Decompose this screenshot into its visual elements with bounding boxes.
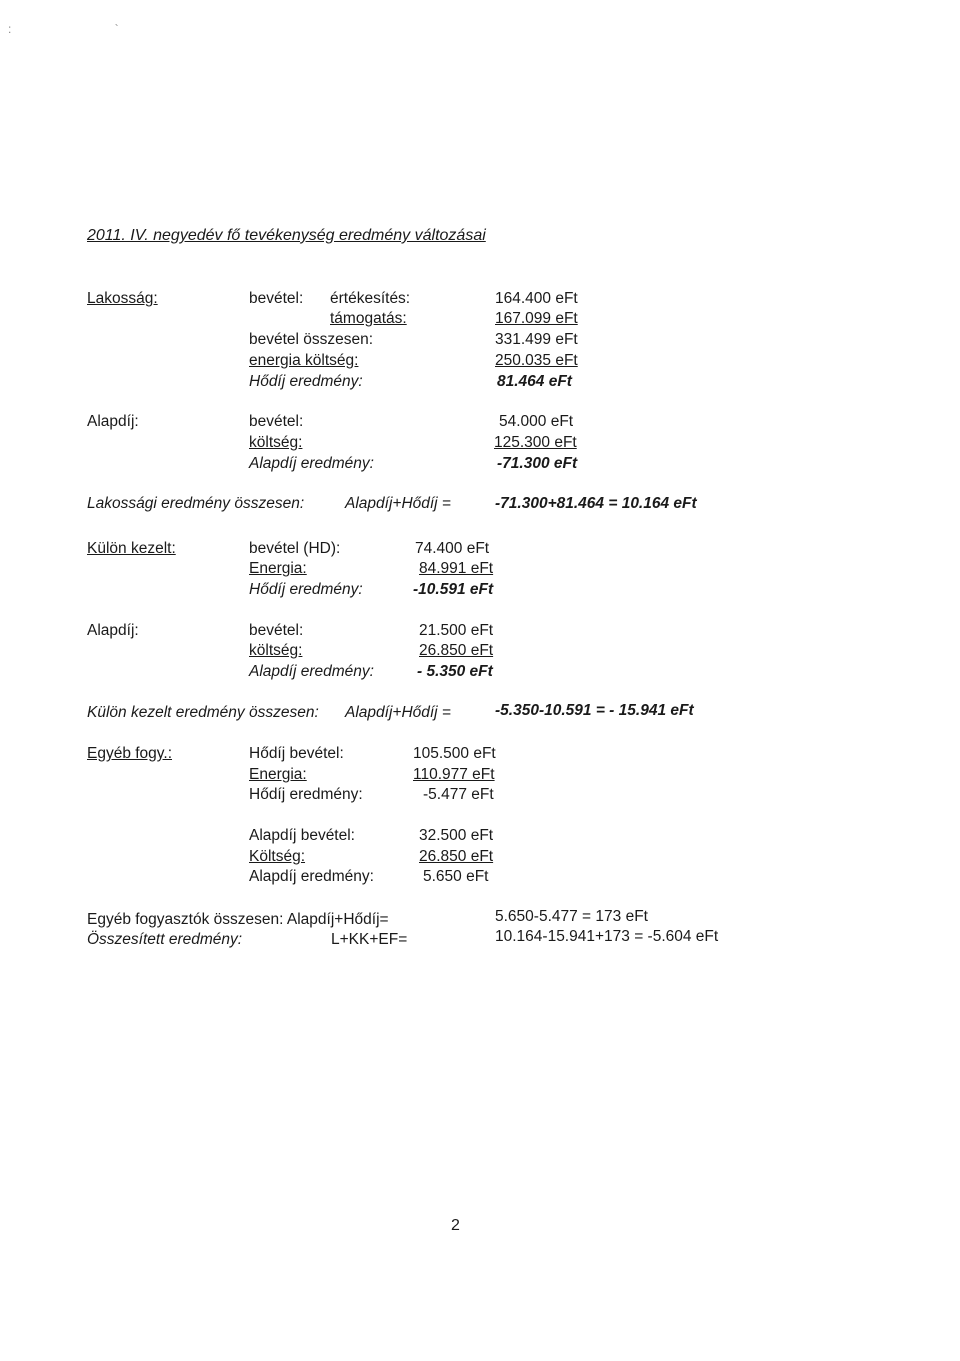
alapdij-koltseg-label: költség: <box>249 434 303 451</box>
kulon-hodij-label: Hődíj eredmény: <box>249 581 363 598</box>
kulon-energia-label: Energia: <box>249 560 307 577</box>
ertekesites-label: értékesítés: <box>330 290 411 307</box>
lakossagi-osszesen-formula: Alapdíj+Hődíj = <box>345 495 451 512</box>
page-number: 2 <box>451 1217 460 1234</box>
kulon-osszesen-formula: Alapdíj+Hődíj = <box>345 704 451 721</box>
kulon-alapdij-koltseg-label: költség: <box>249 642 303 659</box>
energia-koltseg-label: energia költség: <box>249 352 359 369</box>
section-label-alapdij: Alapdíj: <box>87 413 139 430</box>
egyeb-koltseg-label: Költség: <box>249 848 306 865</box>
tamogatas-label: támogatás: <box>330 310 407 327</box>
kulon-alapdij-eredmeny-value: - 5.350 eFt <box>417 663 493 680</box>
egyeb-hodij-eredmeny-value: -5.477 eFt <box>423 786 494 803</box>
lakossag-bevetel-label: bevétel: <box>249 290 304 307</box>
kulon-alapdij-koltseg-value: 26.850 eFt <box>419 642 494 659</box>
hodij-eredmeny-value: 81.464 eFt <box>497 373 572 390</box>
kulon-energia-value: 84.991 eFt <box>419 560 494 577</box>
kulon-alapdij-eredmeny-label: Alapdíj eredmény: <box>249 663 374 680</box>
section-label-kulon-kezelt: Külön kezelt: <box>87 540 176 557</box>
kulon-osszesen-value: -5.350-10.591 = - 15.941 eFt <box>495 702 694 719</box>
egyeb-hodij-bevetel-value: 105.500 eFt <box>413 745 496 762</box>
egyeb-osszesen-value: 5.650-5.477 = 173 eFt <box>495 908 648 925</box>
bevetel-osszesen-label: bevétel összesen: <box>249 331 374 348</box>
lakossagi-osszesen-label: Lakossági eredmény összesen: <box>87 495 305 512</box>
osszesitett-label: Összesített eredmény: <box>87 931 243 948</box>
kulon-osszesen-label: Külön kezelt eredmény összesen: <box>87 704 319 721</box>
page-title: 2011. IV. negyedév fő tevékenység eredmény változásai <box>87 227 486 244</box>
egyeb-energia-label: Energia: <box>249 766 307 783</box>
section-label-kulon-alapdij: Alapdíj: <box>87 622 139 639</box>
egyeb-koltseg-value: 26.850 eFt <box>419 848 494 865</box>
section-label-egyeb-fogy: Egyéb fogy.: <box>87 745 173 762</box>
kulon-alapdij-bevetel-value: 21.500 eFt <box>419 622 494 639</box>
alapdij-eredmeny-label: Alapdíj eredmény: <box>249 455 374 472</box>
section-label-lakossag: Lakosság: <box>87 290 158 307</box>
corner-marks: : ` <box>8 22 169 36</box>
kulon-bevetel-label: bevétel (HD): <box>249 540 341 557</box>
egyeb-alapdij-bevetel-value: 32.500 eFt <box>419 827 494 844</box>
osszesitett-value: 10.164-15.941+173 = -5.604 eFt <box>495 928 719 945</box>
hodij-eredmeny-label: Hődíj eredmény: <box>249 373 363 390</box>
alapdij-bevetel-value: 54.000 eFt <box>499 413 574 430</box>
alapdij-bevetel-label: bevétel: <box>249 413 304 430</box>
egyeb-alapdij-eredmeny-value: 5.650 eFt <box>423 868 489 885</box>
egyeb-hodij-eredmeny-label: Hődíj eredmény: <box>249 786 363 803</box>
ertekesites-value: 164.400 eFt <box>495 290 578 307</box>
egyeb-alapdij-eredmeny-label: Alapdíj eredmény: <box>249 868 374 885</box>
alapdij-koltseg-value: 125.300 eFt <box>494 434 577 451</box>
egyeb-hodij-bevetel-label: Hődíj bevétel: <box>249 745 344 762</box>
kulon-alapdij-bevetel-label: bevétel: <box>249 622 304 639</box>
egyeb-energia-value: 110.977 eFt <box>413 766 495 783</box>
tamogatas-value: 167.099 eFt <box>495 310 578 327</box>
alapdij-eredmeny-value: -71.300 eFt <box>497 455 578 472</box>
egyeb-alapdij-bevetel-label: Alapdíj bevétel: <box>249 827 355 844</box>
egyeb-osszesen-label: Egyéb fogyasztók összesen: Alapdíj+Hődíj= <box>87 911 389 928</box>
energia-koltseg-value: 250.035 eFt <box>495 352 578 369</box>
lakossagi-osszesen-value: -71.300+81.464 = 10.164 eFt <box>495 495 697 512</box>
bevetel-osszesen-value: 331.499 eFt <box>495 331 578 348</box>
osszesitett-formula: L+KK+EF= <box>331 931 408 948</box>
kulon-bevetel-value: 74.400 eFt <box>415 540 490 557</box>
kulon-hodij-value: -10.591 eFt <box>413 581 494 598</box>
